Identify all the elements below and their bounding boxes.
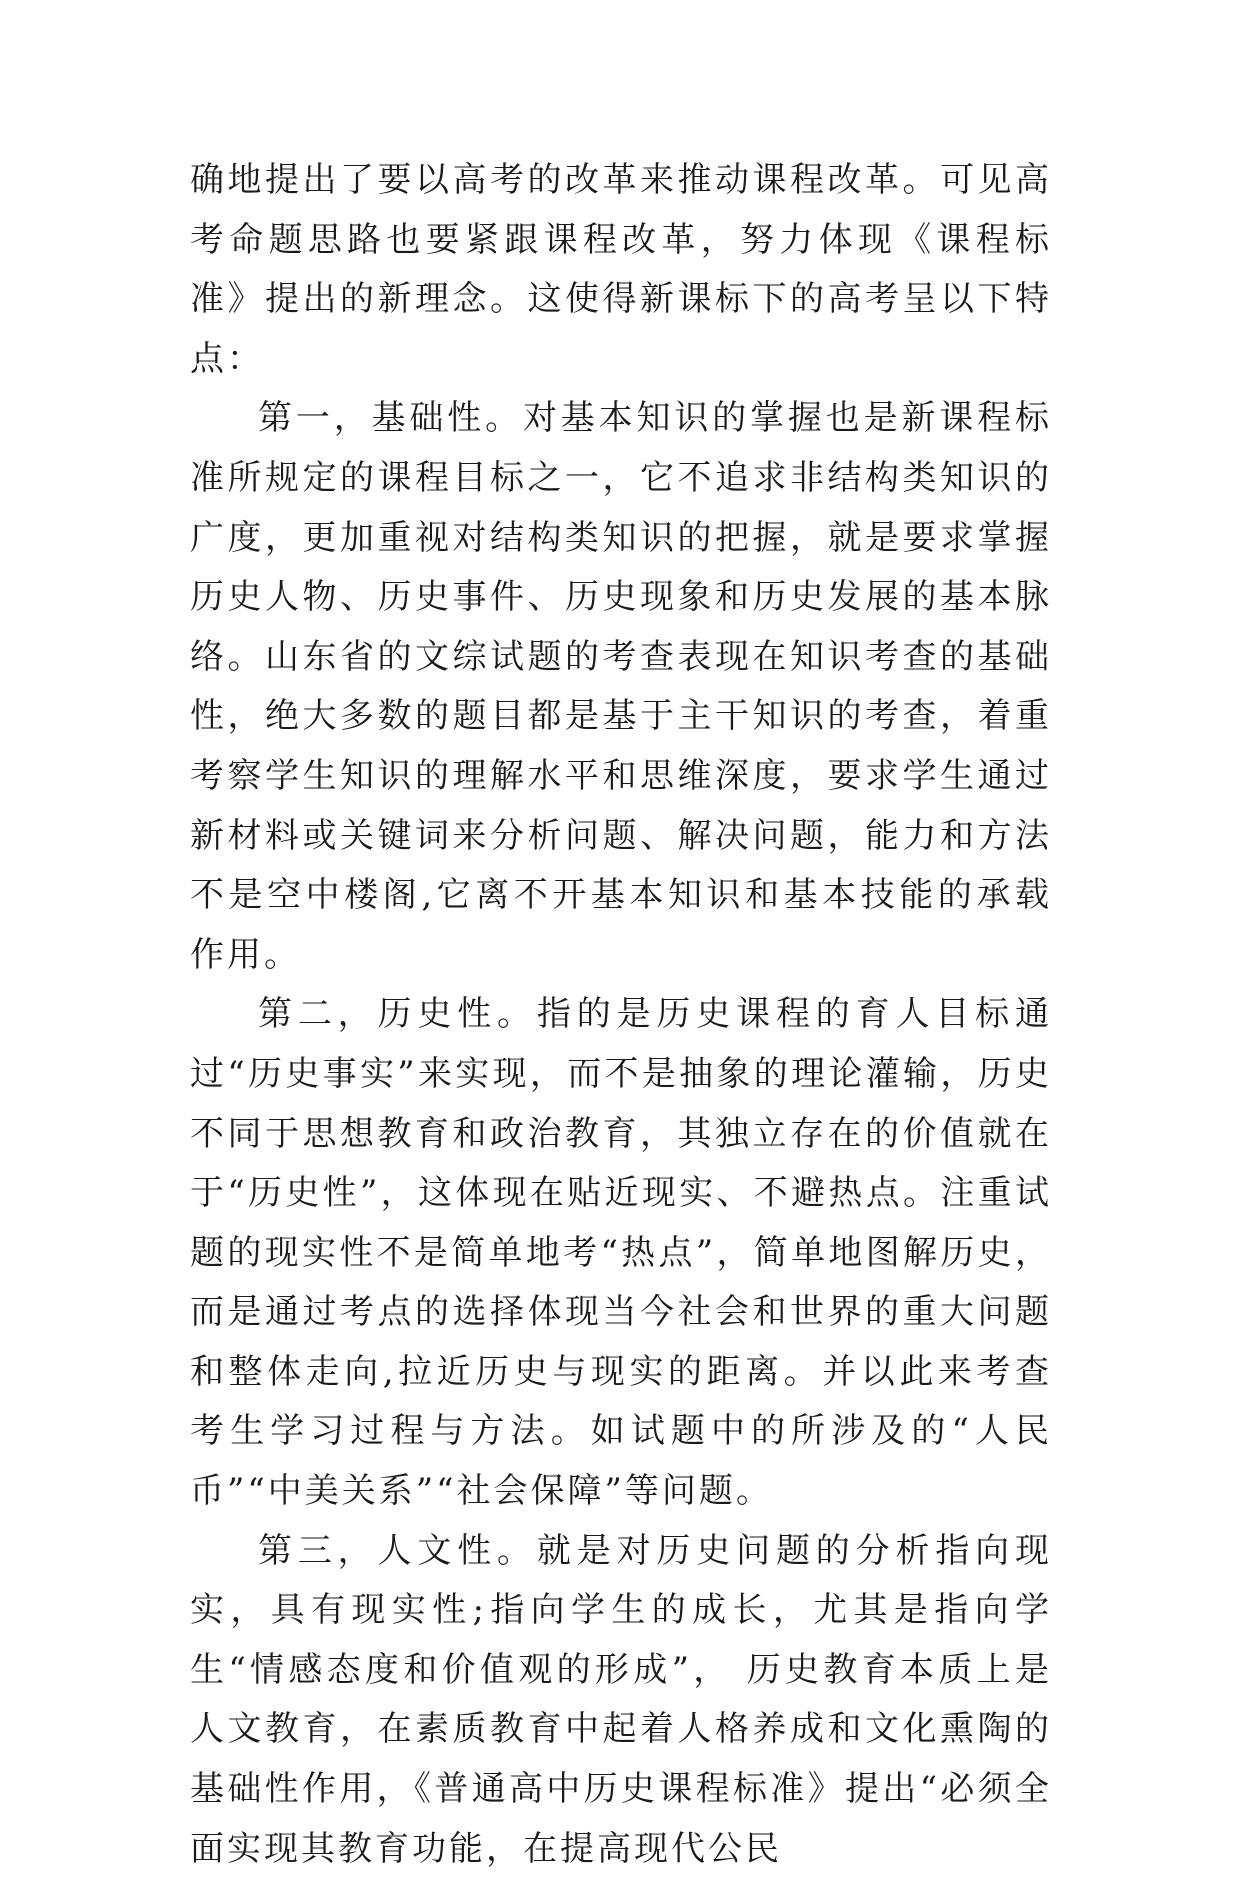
- paragraph-intro: 确地提出了要以高考的改革来推动课程改革。可见高考命题思路也要紧跟课程改革，努力体现《课程标准》提出的新理念。这使得新课标下的高考呈以下特点：: [190, 160, 1052, 379]
- paragraph-historical: 第二，历史性。指的是历史课程的育人目标通过“历史事实”来实现，而不是抽象的理论灌输，历史不同于思想教育和政治教育，其独立存在的价值就在于“历史性”，这体现在贴近现实、不避热点。注重试题的现实性不是简单地考“热点”，简单地图解历史，而是通过考点的选择体现当今社会和世界的重大问题和整体走向,拉近历史与现实的距离。并以此来考查考生学习过程与方法。如试题中的所涉及的“人民币”“中美关系”“社会保障”等问题。: [190, 994, 1052, 1512]
- paragraph-basic: 第一，基础性。对基本知识的掌握也是新课程标准所规定的课程目标之一，它不追求非结构类知识的广度，更加重视对结构类知识的把握，就是要求掌握历史人物、历史事件、历史现象和历史发展的基本脉络。山东省的文综试题的考查表现在知识考查的基础性，绝大多数的题目都是基于主干知识的考查，着重考察学生知识的理解水平和思维深度，要求学生通过新材料或关键词来分析问题、解决问题，能力和方法不是空中楼阁,它离不开基本知识和基本技能的承载作用。: [190, 398, 1052, 975]
- paragraph-humanistic: 第三，人文性。就是对历史问题的分析指向现实，具有现实性;指向学生的成长，尤其是指向学生“情感态度和价值观的形成”， 历史教育本质上是人文教育，在素质教育中起着人格养成和文化熏陶的基础性作用，《普通高中历史课程标准》提出“必须全面实现其教育功能，在提高现代公民: [190, 1530, 1052, 1869]
- body-text: [190, 151, 1052, 1879]
